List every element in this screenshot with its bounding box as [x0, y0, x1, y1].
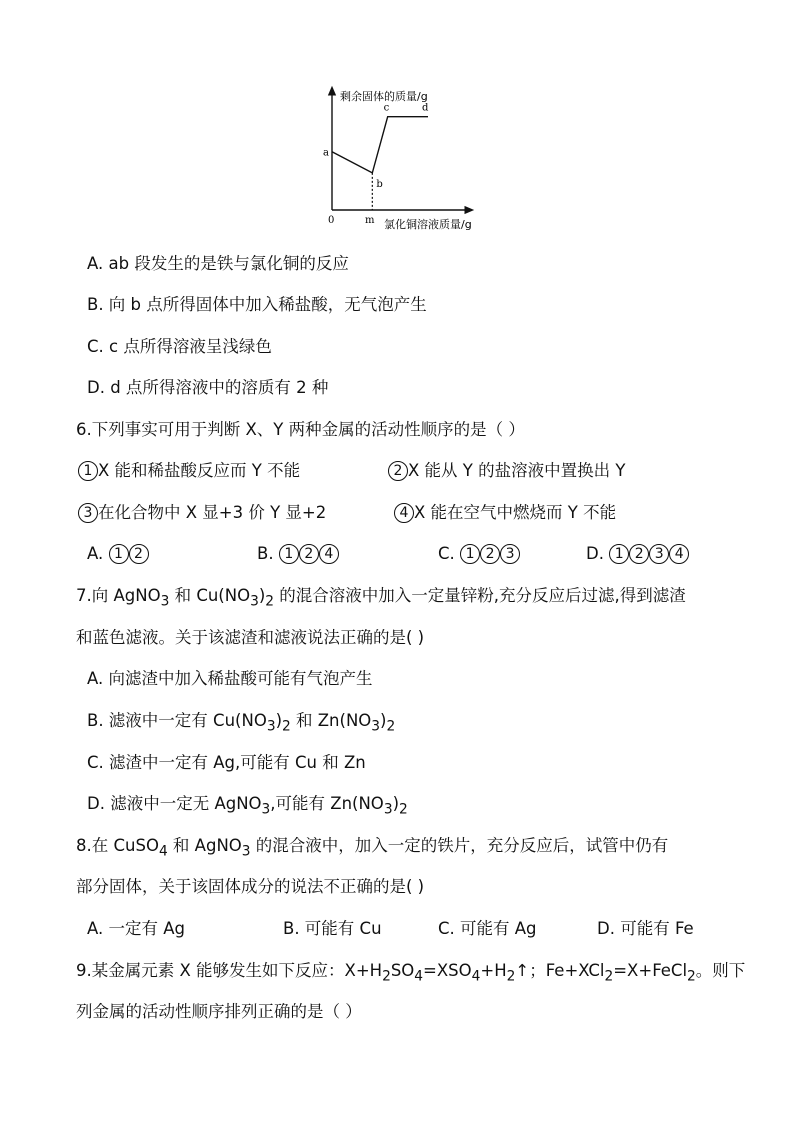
- point-label-b: b: [376, 178, 383, 190]
- fact-text: X 能在空气中燃烧而 Y 不能: [414, 503, 617, 522]
- circled-number: 2: [480, 544, 500, 564]
- origin-label: 0: [328, 215, 335, 226]
- x-tick-label-m: m: [365, 215, 375, 226]
- circled-number: 3: [500, 544, 520, 564]
- q6-option-b: [257, 543, 339, 565]
- q7-stem-line-1: 7.向 AgNO$_3$ 和 $Cu(NO_3)_2$ 的混合溶液中加入一定量锌粉,充分反应后过滤,得到滤渣: [76, 586, 686, 610]
- option-letter: C.: [438, 544, 455, 563]
- q7-option-c: C. 滤渣中一定有 Ag,可能有 Cu 和 Zn: [87, 753, 366, 772]
- circled-number: 1: [279, 544, 299, 564]
- circled-number: 3: [649, 544, 669, 564]
- fact-text: 在化合物中 X 显+3 价 Y 显+2: [98, 503, 327, 522]
- series-line: [332, 117, 428, 173]
- q8-option-d: D. 可能有 Fe: [597, 919, 694, 938]
- option-letter: A.: [87, 544, 104, 563]
- q7-option-b: B. 滤液中一定有 $Cu(NO_3)_2$ 和 $Zn(NO_3)_2$: [87, 711, 396, 735]
- circled-number: 1: [460, 544, 480, 564]
- q6-fact-1: [78, 460, 300, 482]
- q5-option-b: B. 向 b 点所得固体中加入稀盐酸，无气泡产生: [87, 295, 427, 314]
- q8-option-a: A. 一定有 Ag: [87, 919, 185, 938]
- x-axis-label: 氯化铜溶液质量/g: [384, 218, 472, 231]
- option-letter: D.: [586, 544, 604, 563]
- q5-option-c: C. c 点所得溶液呈浅绿色: [87, 337, 272, 356]
- point-label-c: c: [383, 102, 390, 114]
- q7-option-d: D. 滤液中一定无 AgNO$_3$,可能有 $Zn(NO_3)_2$: [87, 794, 408, 818]
- q6-fact-4: [394, 502, 616, 524]
- q6-fact-3: [78, 502, 326, 524]
- circled-number: 3: [78, 503, 98, 523]
- mass-chart: [312, 84, 482, 234]
- circled-number: 1: [78, 461, 98, 481]
- circled-number: 4: [319, 544, 339, 564]
- point-label-a: a: [323, 147, 329, 159]
- q9-stem-line-2: 列金属的活动性顺序排列正确的是（ ）: [76, 1002, 362, 1021]
- circled-number: 2: [129, 544, 149, 564]
- q6-option-a: [87, 543, 149, 565]
- circled-number: 1: [609, 544, 629, 564]
- q8-stem-line-2: 部分固体，关于该固体成分的说法不正确的是( ): [76, 877, 425, 896]
- q7-option-a: A. 向滤渣中加入稀盐酸可能有气泡产生: [87, 669, 373, 688]
- q5-option-a: A. ab 段发生的是铁与氯化铜的反应: [87, 254, 349, 273]
- q6-option-d: [586, 543, 689, 565]
- q6-option-c: [438, 543, 520, 565]
- mass-chart-svg: [312, 84, 482, 234]
- option-letter: B.: [257, 544, 274, 563]
- fact-text: X 能和稀盐酸反应而 Y 不能: [98, 461, 301, 480]
- q8-stem-line-1: 8.在 CuSO$_4$ 和 AgNO$_3$ 的混合液中，加入一定的铁片，充分反应后，试管中仍有: [76, 836, 669, 860]
- q8-option-c: C. 可能有 Ag: [438, 919, 537, 938]
- y-axis-label: 剩余固体的质量/g: [340, 90, 428, 103]
- circled-number: 1: [109, 544, 129, 564]
- q5-option-d: D. d 点所得溶液中的溶质有 2 种: [87, 378, 329, 397]
- circled-number: 2: [388, 461, 408, 481]
- q6-fact-2: [388, 460, 625, 482]
- circled-number: 2: [629, 544, 649, 564]
- circled-number: 4: [394, 503, 414, 523]
- fact-text: X 能从 Y 的盐溶液中置换出 Y: [408, 461, 626, 480]
- point-label-d: d: [422, 102, 429, 114]
- q8-option-b: B. 可能有 Cu: [283, 919, 382, 938]
- circled-number: 2: [299, 544, 319, 564]
- q7-stem-line-2: 和蓝色滤液。关于该滤渣和滤液说法正确的是( ): [76, 628, 425, 647]
- q6-stem: 6.下列事实可用于判断 X、Y 两种金属的活动性顺序的是（ ）: [76, 420, 525, 439]
- q9-stem-line-1: 9.某金属元素 X 能够发生如下反应：$X+H_2SO_4=XSO_4+H_2↑$；Fe+XCl$_2$=X+FeCl$_2$。则下: [76, 961, 746, 985]
- circled-number: 4: [669, 544, 689, 564]
